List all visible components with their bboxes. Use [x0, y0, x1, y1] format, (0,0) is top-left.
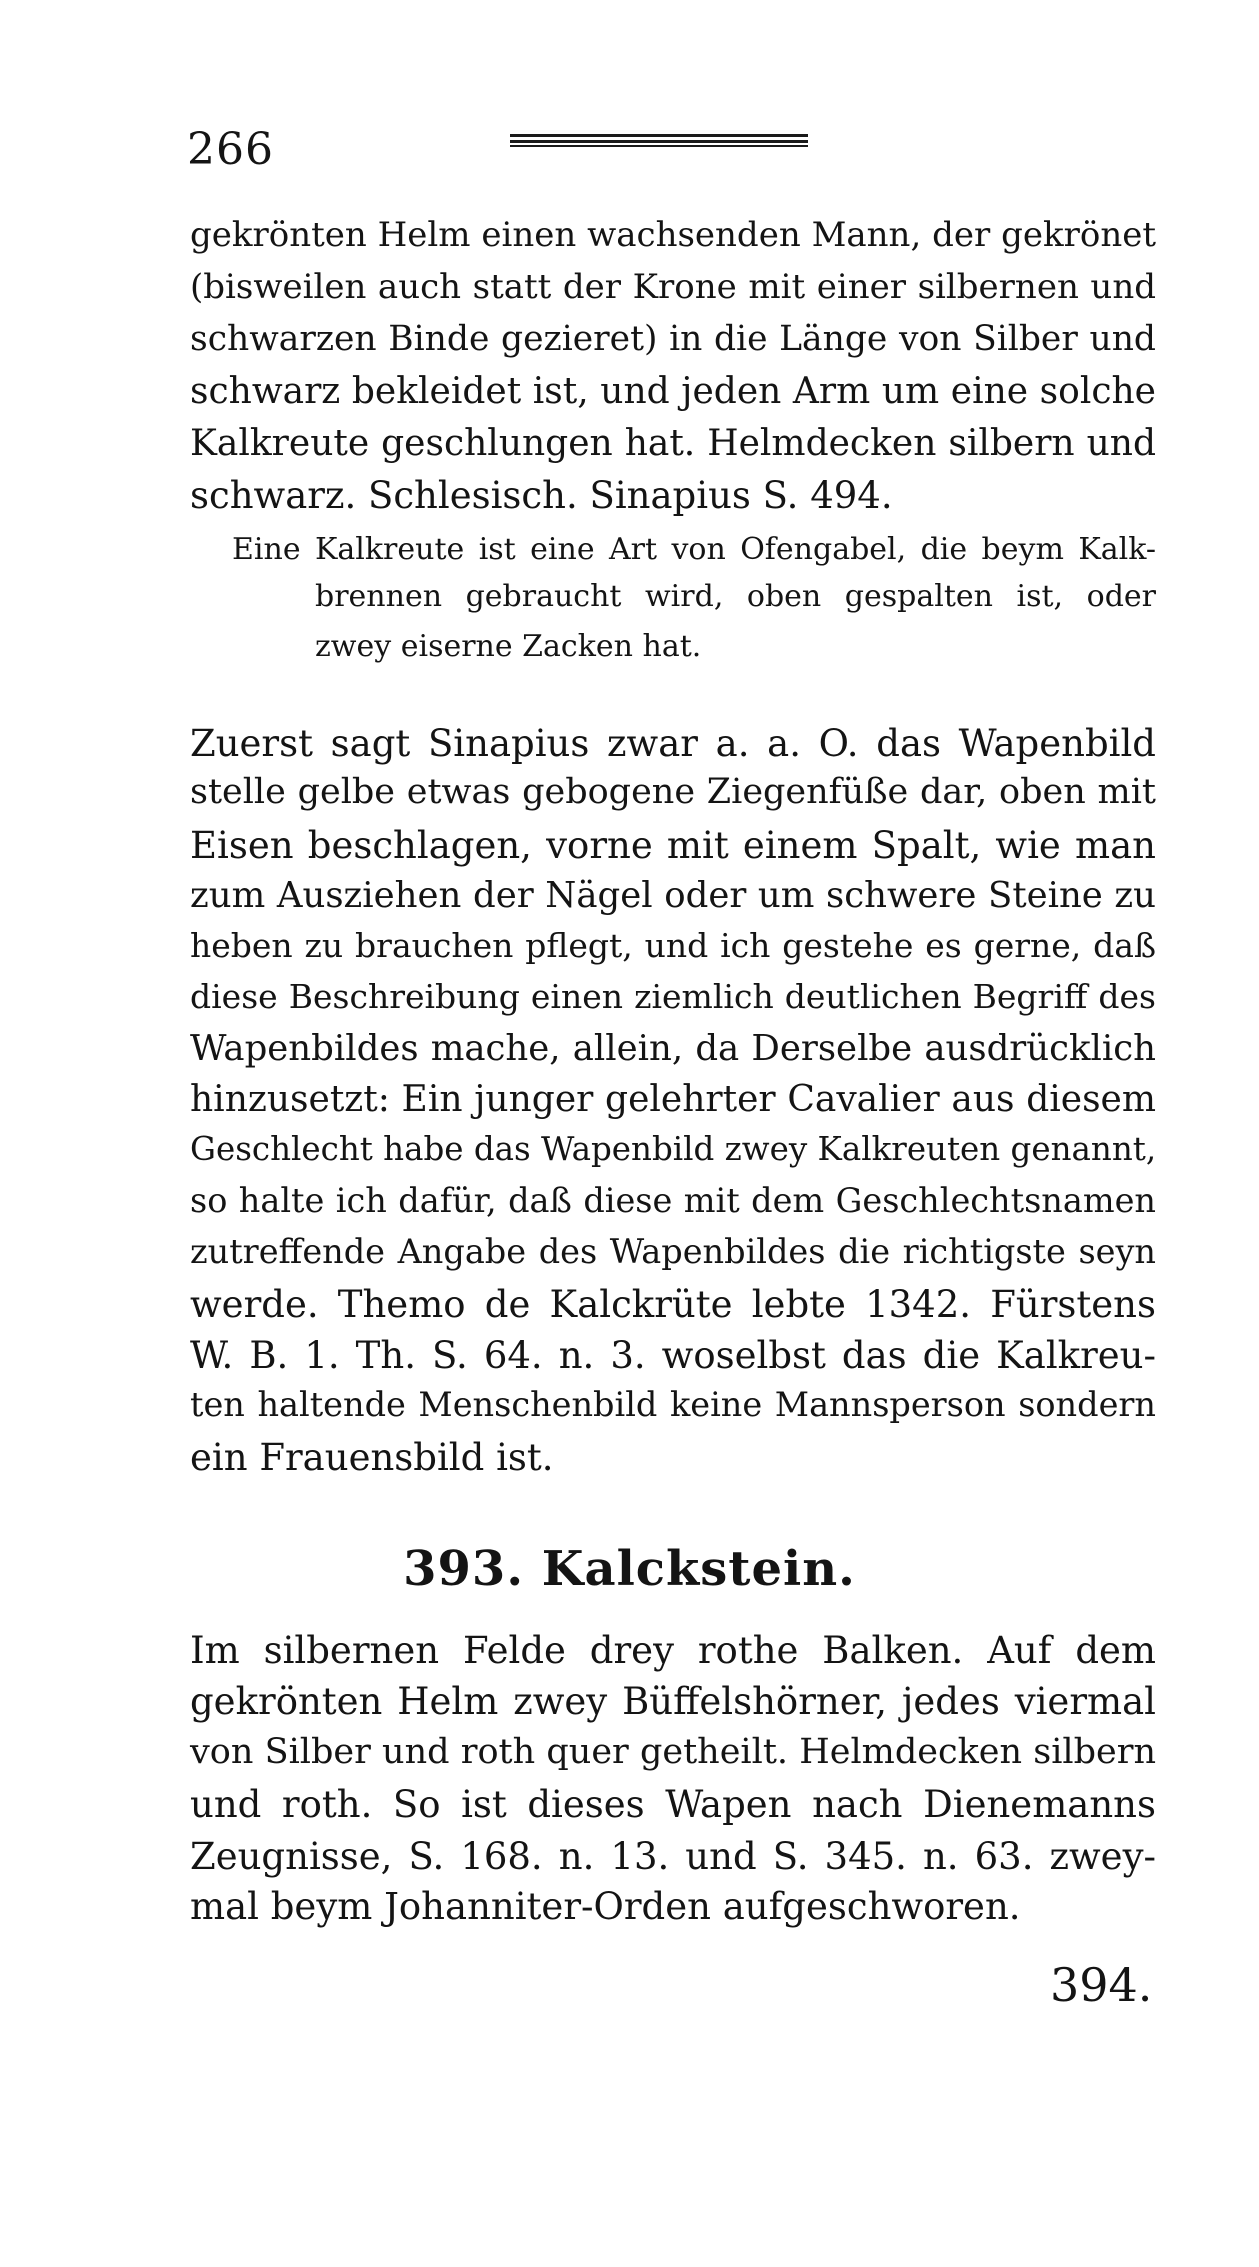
text-line: schwarz bekleidet ist, und jeden Arm um eine solche — [190, 371, 1156, 412]
page-number: 266 — [187, 124, 274, 175]
text-line: W. B. 1. Th. S. 64. n. 3. woselbst das die Kalkreu- — [190, 1334, 1156, 1377]
footnote-line: brennen gebraucht wird, oben gespalten ist, oder — [315, 579, 1156, 614]
text-line: schwarz. Schlesisch. Sinapius S. 494. — [190, 474, 893, 517]
text-line: Wapenbildes mache, allein, da Derselbe ausdrücklich — [190, 1028, 1156, 1069]
text-line: werde. Themo de Kalckrüte lebte 1342. Fürstens — [190, 1283, 1156, 1326]
text-line: so halte ich dafür, daß diese mit dem Geschlechtsnamen — [190, 1181, 1156, 1220]
text-line: gekrönten Helm zwey Büffelshörner, jedes viermal — [190, 1680, 1156, 1723]
text-line: mal beym Johanniter-Orden aufgeschworen. — [190, 1885, 1021, 1928]
text-line: ein Frauensbild ist. — [190, 1436, 554, 1479]
text-line: zutreffende Angabe des Wapenbildes die richtigste seyn — [190, 1232, 1156, 1271]
text-line: Zuerst sagt Sinapius zwar a. a. O. das Wapenbild — [190, 722, 1156, 765]
text-line: schwarzen Binde gezieret) in die Länge von Silber und — [190, 319, 1156, 359]
header-rule-line — [510, 140, 808, 143]
footnote-line: zwey eiserne Zacken hat. — [315, 629, 702, 664]
text-line: gekrönten Helm einen wachsenden Mann, der gekrönet — [190, 215, 1156, 255]
text-line: Eisen beschlagen, vorne mit einem Spalt, wie man — [190, 824, 1156, 867]
text-line: heben zu brauchen pflegt, und ich gestehe es gerne, daß — [190, 926, 1156, 965]
header-rule-line — [510, 145, 808, 147]
text-line: stelle gelbe etwas gebogene Ziegenfüße dar, oben mit — [190, 772, 1156, 812]
text-line: und roth. So ist dieses Wapen nach Dienemanns — [190, 1783, 1156, 1826]
text-line: Geschlecht habe das Wapenbild zwey Kalkreuten genannt, — [190, 1130, 1157, 1168]
text-line: hinzusetzt: Ein junger gelehrter Cavalier aus diesem — [190, 1079, 1156, 1120]
text-line: (bisweilen auch statt der Krone mit einer silbernen und — [190, 267, 1156, 307]
header-rule — [510, 134, 808, 148]
entry-heading: 393. Kalckstein. — [403, 1541, 856, 1597]
footnote-line: Eine Kalkreute ist eine Art von Ofengabel, die beym Kalk- — [232, 532, 1156, 567]
catchword: 394. — [1050, 1958, 1153, 2012]
text-line: zum Ausziehen der Nägel oder um schwere Steine zu — [190, 875, 1156, 916]
text-line: ten haltende Menschenbild keine Mannsperson sondern — [190, 1385, 1156, 1424]
text-line: diese Beschreibung einen ziemlich deutlichen Begriff des — [190, 977, 1156, 1016]
text-line: Zeugnisse, S. 168. n. 13. und S. 345. n. 63. zwey- — [190, 1835, 1156, 1878]
text-line: Im silbernen Felde drey rothe Balken. Auf dem — [190, 1629, 1156, 1672]
text-line: Kalkreute geschlungen hat. Helmdecken silbern und — [190, 423, 1156, 464]
text-line: von Silber und roth quer getheilt. Helmdecken silbern — [190, 1732, 1156, 1772]
header-rule-line — [510, 134, 808, 137]
